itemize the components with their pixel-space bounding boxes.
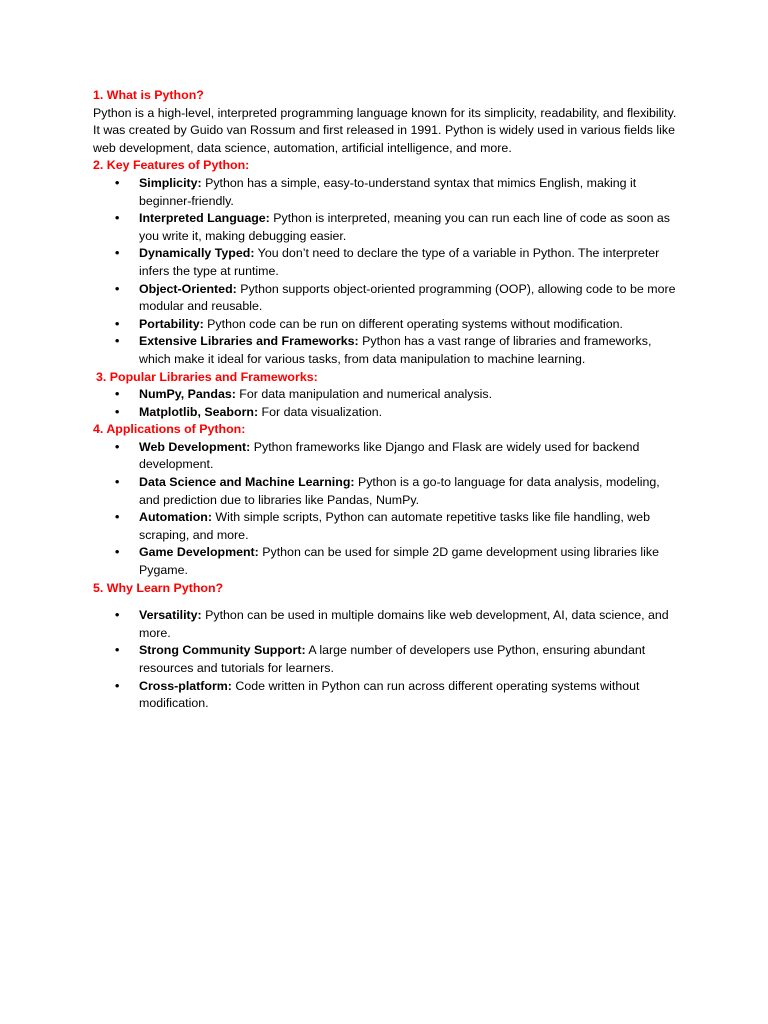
section-heading-popular-libraries: 3. Popular Libraries and Frameworks: bbox=[96, 369, 318, 384]
item-text: Python frameworks like Django and Flask are widely used for backend development. bbox=[139, 439, 640, 472]
libraries-list bbox=[93, 386, 678, 421]
bullet-icon: • bbox=[115, 404, 120, 419]
item-text: Python is a go-to language for data analysis, modeling, and prediction due to libraries like Pandas, NumPy. bbox=[139, 475, 660, 507]
bullet-icon: • bbox=[115, 643, 120, 658]
bullet-icon: • bbox=[115, 246, 120, 261]
key-features-list bbox=[93, 175, 678, 369]
item-text: A large number of developers use Python, ensuring abundant resources and tutorials for learners. bbox=[139, 643, 646, 675]
list-item bbox=[93, 175, 678, 210]
applications-list bbox=[93, 439, 678, 580]
why-learn-list bbox=[93, 607, 678, 713]
list-item bbox=[93, 210, 678, 245]
item-text: Python code can be run on different operating systems without modification. bbox=[203, 316, 623, 331]
list-item bbox=[93, 642, 678, 677]
list-item bbox=[93, 316, 678, 334]
item-term: Matplotlib, Seaborn: bbox=[139, 404, 259, 419]
item-term: Versatility: bbox=[139, 608, 202, 623]
item-term: NumPy, Pandas: bbox=[139, 387, 236, 402]
item-term: Web Development: bbox=[139, 439, 251, 454]
document-page bbox=[93, 87, 678, 713]
item-text: Python can be used for simple 2D game development using libraries like Pygame. bbox=[139, 545, 659, 578]
item-term: Strong Community Support: bbox=[139, 643, 306, 658]
list-item bbox=[93, 281, 678, 316]
bullet-icon: • bbox=[115, 281, 120, 296]
intro-paragraph: Python is a high-level, interpreted programming language known for its simplicity, readability, and flexibility. It was created by Guido van Rossum and first released in 1991. Python is widely used in various fields like web development, data science, automation, artificial intelligence, and more. bbox=[93, 105, 677, 155]
list-item bbox=[93, 439, 678, 474]
section-heading-what-is-python: 1. What is Python? bbox=[93, 88, 204, 102]
list-item bbox=[93, 333, 678, 368]
item-text: For data manipulation and numerical analysis. bbox=[235, 387, 493, 402]
item-text: Code written in Python can run across different operating systems without modification. bbox=[139, 678, 640, 711]
bullet-icon: • bbox=[115, 475, 120, 490]
list-item bbox=[93, 678, 678, 713]
bullet-icon: • bbox=[115, 334, 120, 349]
bullet-icon: • bbox=[115, 175, 120, 190]
item-text: Python can be used in multiple domains like web development, AI, data science, and more. bbox=[139, 608, 669, 640]
section-heading-applications: 4. Applications of Python: bbox=[93, 422, 246, 437]
bullet-icon: • bbox=[115, 387, 120, 402]
bullet-icon: • bbox=[115, 608, 120, 623]
item-term: Simplicity: bbox=[139, 175, 202, 190]
item-term: Portability: bbox=[139, 316, 204, 331]
list-item bbox=[93, 509, 678, 544]
item-text: You don’t need to declare the type of a variable in Python. The interpreter infers the type at runtime. bbox=[139, 246, 660, 278]
item-term: Dynamically Typed: bbox=[139, 246, 255, 261]
bullet-icon: • bbox=[115, 316, 120, 331]
section-heading-why-learn-python: 5. Why Learn Python? bbox=[93, 580, 224, 595]
item-term: Automation: bbox=[139, 510, 212, 525]
bullet-icon: • bbox=[115, 439, 120, 454]
item-text: With simple scripts, Python can automate repetitive tasks like file handling, web scraping, and more. bbox=[139, 510, 650, 542]
item-term: Game Development: bbox=[139, 545, 259, 560]
list-item bbox=[93, 404, 678, 422]
item-term: Extensive Libraries and Frameworks: bbox=[139, 334, 359, 349]
bullet-icon: • bbox=[115, 211, 120, 226]
item-text: Python has a simple, easy-to-understand syntax that mimics English, making it beginner-friendly. bbox=[139, 175, 637, 208]
item-term: Interpreted Language: bbox=[139, 211, 270, 226]
item-term: Cross-platform: bbox=[139, 678, 232, 693]
item-term: Data Science and Machine Learning: bbox=[139, 475, 355, 490]
bullet-icon: • bbox=[115, 678, 120, 693]
item-text: For data visualization. bbox=[258, 404, 383, 419]
bullet-icon: • bbox=[115, 510, 120, 525]
list-item bbox=[93, 544, 678, 579]
list-item bbox=[93, 474, 678, 509]
item-term: Object-Oriented: bbox=[139, 281, 237, 296]
list-item bbox=[93, 245, 678, 280]
list-item bbox=[93, 386, 678, 404]
item-text: Python supports object-oriented programming (OOP), allowing code to be more modular and reusable. bbox=[139, 281, 676, 314]
item-text: Python is interpreted, meaning you can run each line of code as soon as you write it, making debugging easier. bbox=[139, 211, 671, 243]
bullet-icon: • bbox=[115, 545, 120, 560]
item-text: Python has a vast range of libraries and frameworks, which make it ideal for various tasks, from data manipulation to machine learning. bbox=[139, 334, 652, 366]
list-item bbox=[93, 607, 678, 642]
section-heading-key-features: 2. Key Features of Python: bbox=[93, 158, 250, 173]
